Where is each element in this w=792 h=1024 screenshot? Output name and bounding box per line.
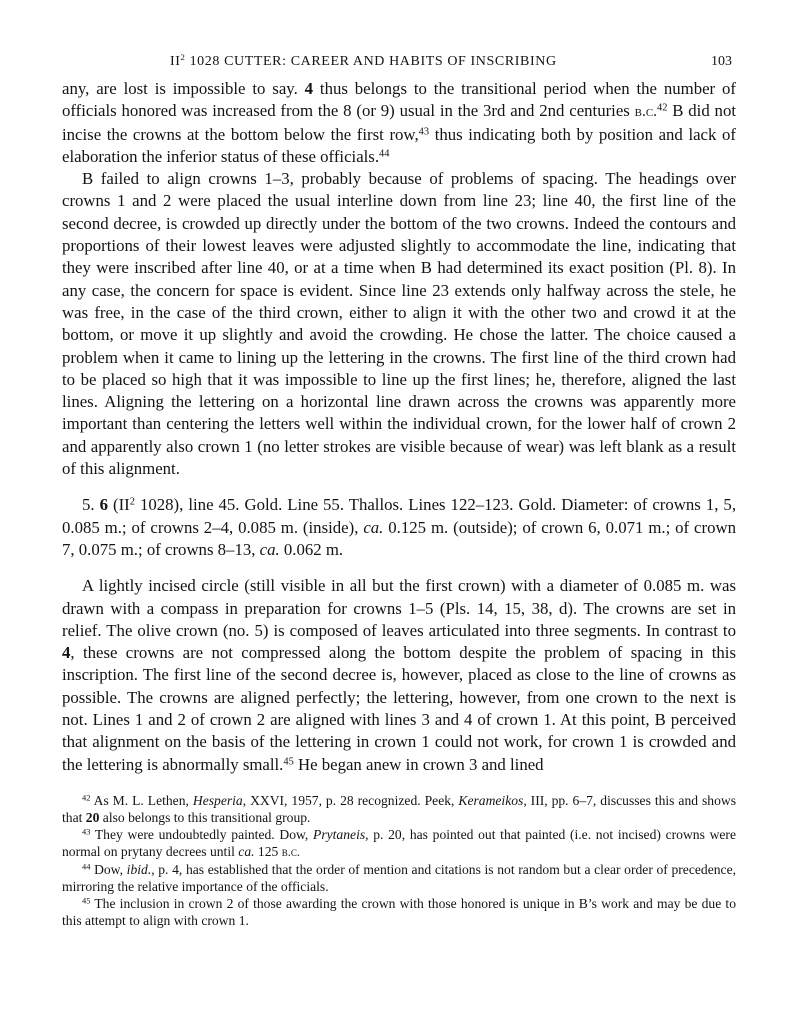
document-page — [62, 54, 736, 929]
footnote-ref-43: 43 — [418, 125, 430, 137]
running-header — [62, 54, 736, 78]
footnote-42: $^{42}$ As M. L. Lethen, Hesperia, XXVI, 1957, p. 28 recognized. Peek, Kerameikos, III, pp. 6–7, discusses this and shows that 20 also belongs to this transitional group. — [62, 792, 736, 825]
running-title: $II^2$ 1028 CUTTER: CAREER AND HABITS OF INSCRIBING — [170, 52, 557, 69]
paragraph-2: B failed to align crowns 1–3, probably because of problems of spacing. The headings over crowns 1 and 2 were placed the usual interline down from line 23; line 40, the first line of the second decree, is crowded up directly under the bottom of the two crowns. Indeed the contours and proportions of their lowest leaves were adjusted slightly to accommodate the line, indicating that they were inscribed after line 40, or at a time when B had determined its exact position (Pl. 8). In any case, the concern for space is evident. Since line 23 extends only halfway across the stele, he was free, in the case of the third crown, either to align it with the other two and crowd it at the bottom, or move it up slightly and avoid the crowding. He chose the latter. The choice caused a problem when it came to lining up the lettering in the crowns. The first line of the third crown had to be placed so high that it was impossible to line up the first lines; he, therefore, aligned the last lines. Aligning the lettering on a horizontal line drawn across the crowns was apparently more important than centering the letters well within the individual crown, for the lower half of crown 2 and apparently also crown 1 (no letter strokes are visible because of wear) was left blank as a result of this alignment. — [62, 169, 736, 479]
page-number: 103 — [711, 54, 732, 69]
footnote-ref-42: 42 — [657, 102, 668, 114]
footnote-44: $^{44}$ Dow, ibid., p. 4, has established that the order of mention and citations is not random but a clear order of precedence, mirroring the relative importance of the officials. — [62, 861, 736, 894]
footnote-ref-44: 44 — [379, 148, 390, 160]
footnote-43: $^{43}$ They were undoubtedly painted. Dow, Prytaneis, p. 20, has pointed out that painted (i.e. not incised) crowns were normal on prytany decrees until ca. 125 b.c. — [62, 826, 736, 859]
footnote-ref-45: 45 — [283, 755, 294, 767]
paragraph-3: 5. 6 ($II^2$ 1028), line 45. Gold. Line 55. Thallos. Lines 122–123. Gold. Diameter: of crowns 1, 5, 0.085 m.; of crowns 2–4, 0.085 m. (inside), ca. 0.125 m. (outside); of crown 6, 0.071 m.; of crown 7, 0.075 m.; of crowns 8–13, ca. 0.062 m. — [62, 495, 737, 559]
paragraph-4: A lightly incised circle (still visible in all but the first crown) with a diameter of 0.085 m. was drawn with a compass in preparation for crowns 1–5 (Pls. 14, 15, 38, d). The crowns are set in relief. The olive crown (no. 5) is composed of leaves articulated into three segments. In contrast to 4, these crowns are not compressed along the bottom despite the problem of spacing in this inscription. The first line of the second decree is, however, placed as close to the line of crowns as possible. The crowns are aligned perfectly; the lettering, however, from one crown to the next is not. Lines 1 and 2 of crown 2 are aligned with lines 3 and 4 of crown 1. At this point, B perceived that alignment on the basis of the lettering in crown 1 could not work, for crown 1 is crowded and the lettering is abnormally small.$^{45}$ He began anew in crown 3 and lined — [62, 576, 736, 774]
footnote-45: $^{45}$ The inclusion in crown 2 of those awarding the crown with those honored is unique in B’s work and may be due to this attempt to align with crown 1. — [62, 895, 736, 928]
paragraph-1: any, are lost is impossible to say. 4 thus belongs to the transitional period when the number of officials honored was increased from the 8 (or 9) usual in the 3rd and 2nd centuries b.c.$^{42}$ B did not incise the crowns at the bottom below the first row,$^{43}$ thus indicating both by position and lack of elaboration the inferior status of these officials.$^{44}$ — [62, 79, 737, 166]
footnotes — [62, 792, 736, 929]
